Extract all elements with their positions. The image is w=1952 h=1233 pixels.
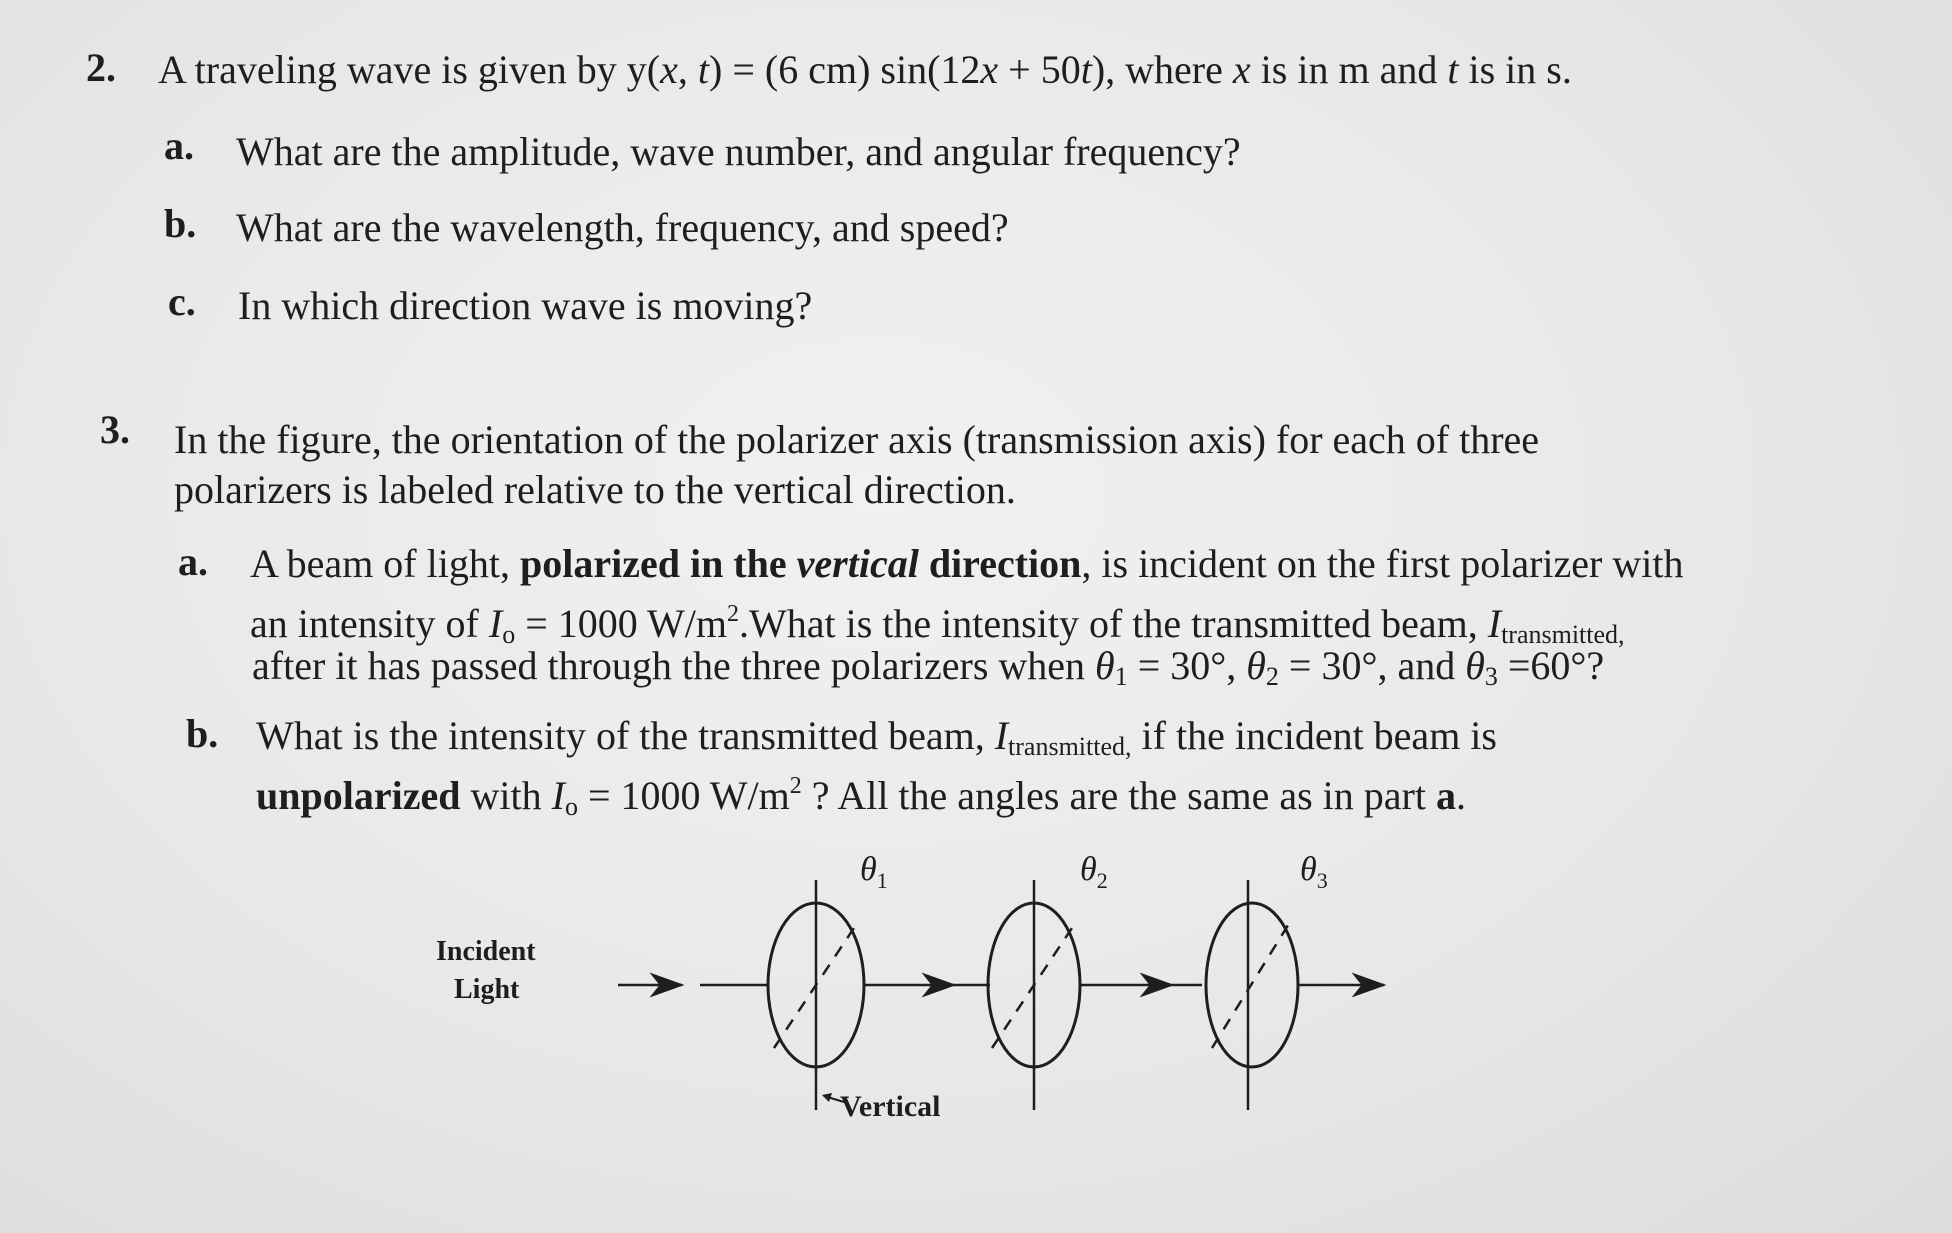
theta3-label: $\theta_3$ (1300, 851, 1328, 893)
question-2-number: 2. (86, 45, 116, 90)
polarizer-figure (436, 840, 1400, 1140)
question-3-stem-line2: polarizers is labeled relative to the vertical direction. (174, 467, 1016, 512)
polarizer-3-transmission-axis (1212, 922, 1290, 1048)
question-3a-line3: after it has passed through the three polarizers when $\theta_1 = 30^\circ$, $\theta_2 = 30^\circ$, and $\theta_3 =60^\circ$? (252, 643, 1605, 691)
question-2c-label: c. (168, 279, 196, 324)
light-label: Light (454, 974, 520, 1005)
vertical-pointer-head (822, 1093, 832, 1102)
question-3a-line2: an intensity of $I_o = 1000$ $W/m^2.What$ is the intensity of the transmitted beam, $I_{transmitted,}$ (250, 601, 1625, 649)
question-2a-text: What are the amplitude, wave number, and angular frequency? (236, 129, 1241, 174)
question-2-stem: A traveling wave is given by y(x, t) = (6 cm) sin(12x + 50t), where x is in m and t is in s. (158, 47, 1572, 92)
polarizer-3 (1206, 880, 1298, 1110)
question-2a-label: a. (164, 123, 194, 168)
theta2-label: $\theta_2$ (1080, 851, 1108, 893)
question-3b-line2: unpolarized with $I_o = 1000$ $W/m^2$ ? All the angles are the same as in part a. (256, 773, 1466, 821)
question-3-stem-line1: In the figure, the orientation of the polarizer axis (transmission axis) for each of three (174, 417, 1540, 462)
question-3b-line1: What is the intensity of the transmitted beam, $I_{transmitted,}$ if the incident beam is (256, 713, 1497, 761)
question-2c-text: In which direction wave is moving? (238, 283, 813, 328)
polarizer-diagram (436, 840, 1400, 1140)
polarizer-2 (988, 880, 1080, 1110)
vertical-label: Vertical (840, 1090, 941, 1123)
question-3a-line1: A beam of light, polarized in the vertical direction, is incident on the first polarizer with (250, 541, 1684, 586)
question-2b-text: What are the wavelength, frequency, and speed? (236, 205, 1009, 250)
question-3a-label: a. (178, 539, 208, 584)
theta1-label: $\theta_1$ (860, 851, 888, 893)
incident-label: Incident (436, 936, 536, 967)
question-3b-label: b. (186, 711, 219, 756)
question-2b-label: b. (164, 201, 197, 246)
polarizer-1 (768, 880, 864, 1110)
question-3-number: 3. (100, 407, 130, 452)
